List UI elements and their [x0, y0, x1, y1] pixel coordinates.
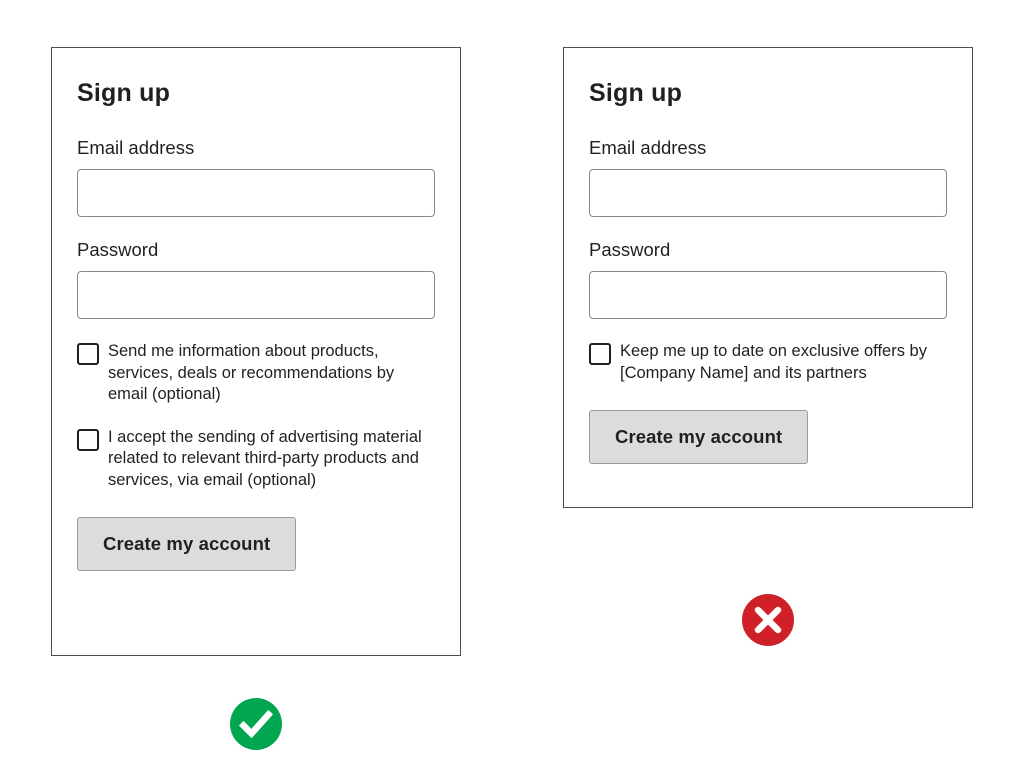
password-label: Password — [589, 239, 671, 261]
password-label: Password — [77, 239, 159, 261]
email-field-group — [77, 137, 430, 217]
email-label: Email address — [589, 137, 707, 158]
checkbox-marketing-label: Send me information about products, services, deals or recommendations by email (optional) — [108, 342, 395, 404]
good-example — [51, 47, 461, 656]
page-title: Sign up — [77, 79, 171, 107]
checkbox-offers-label: Keep me up to date on exclusive offers by [Company Name] and its partners — [620, 342, 927, 382]
checkbox-third-party-label: I accept the sending of advertising material related to relevant third-party products and services, via email (optional) — [108, 427, 422, 489]
create-account-button[interactable]: Create my account — [589, 410, 808, 464]
checkbox-marketing[interactable] — [77, 343, 99, 365]
consent-row-offers[interactable] — [589, 341, 942, 384]
consent-row-third-party[interactable] — [77, 427, 430, 492]
cross-mark-icon — [742, 594, 794, 646]
bad-example — [563, 47, 973, 508]
check-mark-icon — [230, 698, 282, 750]
email-field-group — [589, 137, 942, 217]
email-label: Email address — [77, 137, 195, 158]
password-input[interactable] — [589, 271, 947, 319]
signup-card-good — [51, 47, 461, 656]
password-input[interactable] — [77, 271, 435, 319]
checkbox-offers[interactable] — [589, 343, 611, 365]
email-input[interactable] — [77, 169, 435, 217]
email-input[interactable] — [589, 169, 947, 217]
signup-card-bad — [563, 47, 973, 508]
password-field-group — [77, 239, 430, 319]
consent-row-marketing[interactable] — [77, 341, 430, 406]
create-account-button[interactable]: Create my account — [77, 517, 296, 571]
checkbox-third-party[interactable] — [77, 429, 99, 451]
password-field-group — [589, 239, 942, 319]
page-title: Sign up — [589, 79, 683, 107]
